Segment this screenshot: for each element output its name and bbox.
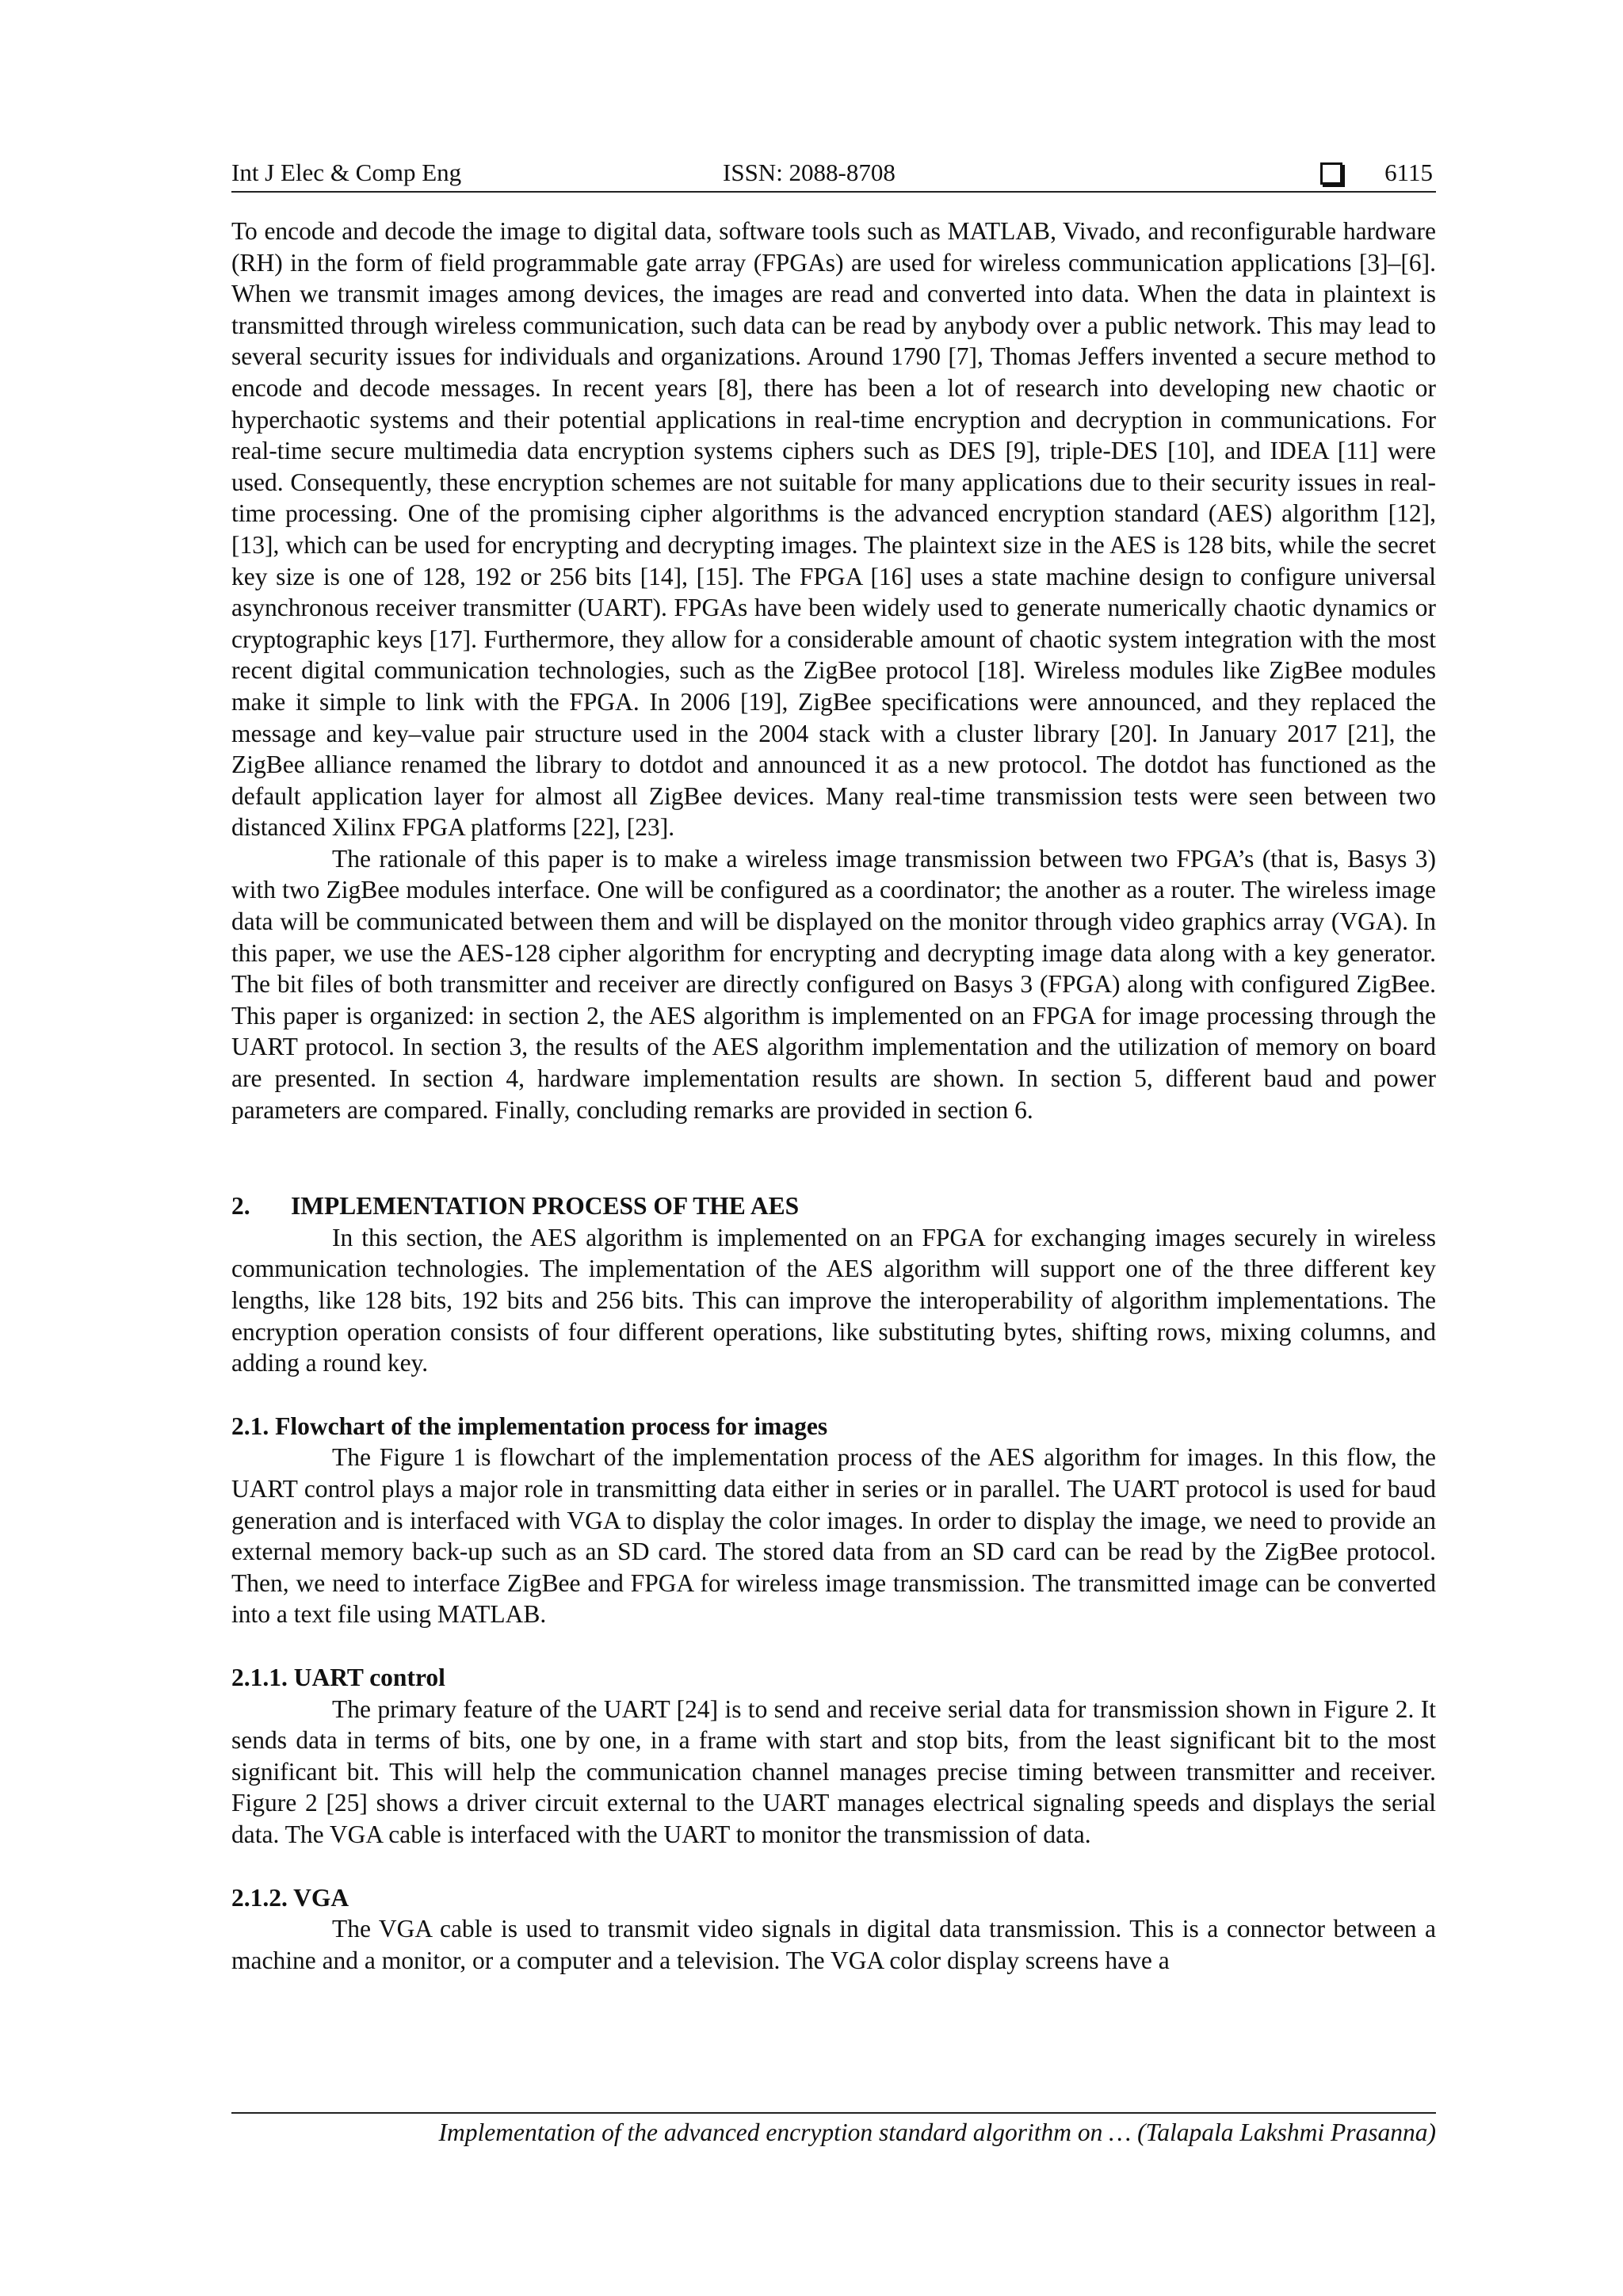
section-title: IMPLEMENTATION PROCESS OF THE AES: [291, 1192, 800, 1221]
paragraph-section-2-1: The Figure 1 is flowchart of the implementation process of the AES algorithm for images. In this flow, the UART control plays a major role in transmitting data either in series or in parallel. The UART protocol is used for baud generation and is interfaced with VGA to display the color images. In order to display the image, we need to provide an external memory back-up such as an SD card. The stored data from an SD card can be read by the ZigBee protocol. Then, we need to interface ZigBee and FPGA for wireless image transmission. The transmitted image can be converted into a text file using MATLAB.: [231, 1443, 1436, 1629]
paragraph-section-2: In this section, the AES algorithm is implemented on an FPGA for exchanging images securely in wireless communication technologies. The implementation of the AES algorithm will support one of the three different key lengths, like 128 bits, 192 bits and 256 bits. This can improve the interoperability of algorithm implementations. The encryption operation consists of four different operations, like substituting bytes, shifting rows, mixing columns, and adding a round key.: [231, 1223, 1436, 1377]
page-number: 6115: [1384, 159, 1433, 186]
paragraph-section-2-1-1: The primary feature of the UART [24] is to send and receive serial data for transmission shown in Figure 2. It sends data in terms of bits, one by one, in a frame with start and stop bits, from the least significant bit to the most significant bit. This will help the communication channel manages precise timing between transmitter and receiver. Figure 2 [25] shows a driver circuit external to the UART manages electrical signaling speeds and displays the serial data. The VGA cable is interfaced with the UART to monitor the transmission of data.: [231, 1694, 1436, 1848]
section-heading-2: [231, 1190, 1436, 1222]
paragraph-section-2-1-2: The VGA cable is used to transmit video signals in digital data transmission. This is a connector between a machine and a monitor, or a computer and a television. The VGA color display screens have a: [231, 1915, 1436, 1974]
paragraph-intro: To encode and decode the image to digital data, software tools such as MATLAB, Vivado, and reconfigurable hardware (RH) in the form of field programmable gate array (FPGAs) are used for wireless communication applications [3]–[6]. When we transmit images among devices, the images are read and converted into data. When the data in plaintext is transmitted through wireless communication, such data can be read by anybody over a public network. This may lead to several security issues for individuals and organizations. Around 1790 [7], Thomas Jeffers invented a secure method to encode and decode messages. In recent years [8], there has been a lot of research into developing new chaotic or hyperchaotic systems and their potential applications in real-time encryption and decryption in communications. For real-time secure multimedia data encryption systems ciphers such as DES [9], triple-DES [10], and IDEA [11] were used. Consequently, these encryption schemes are not suitable for many applications due to their security issues in real-time processing. One of the promising cipher algorithms is the advanced encryption standard (AES) algorithm [12], [13], which can be used for encrypting and decrypting images. The plaintext size in the AES is 128 bits, while the secret key size is one of 128, 192 or 256 bits [14], [15]. The FPGA [16] uses a state machine design to configure universal asynchronous receiver transmitter (UART). FPGAs have been widely used to generate numerically chaotic dynamics or cryptographic keys [17]. Furthermore, they allow for a considerable amount of chaotic system integration with the most recent digital communication technologies, such as the ZigBee protocol [18]. Wireless modules like ZigBee modules make it simple to link with the FPGA. In 2006 [19], ZigBee specifications were announced, and they replaced the message and key–value pair structure used in the 2004 stack with a cluster library [20]. In January 2017 [21], the ZigBee alliance renamed the library to dotdot and announced it as a new protocol. The dotdot has functioned as the default application layer for almost all ZigBee devices. Many real-time transmission tests were seen between two distanced Xilinx FPGA platforms [22], [23].: [231, 217, 1436, 842]
section-number: 2.: [231, 1192, 250, 1221]
page-footer: Implementation of the advanced encryption standard algorithm on … (Talapala Lakshmi Prasanna): [231, 2112, 1436, 2149]
paragraph-rationale: The rationale of this paper is to make a wireless image transmission between two FPGA’s (that is, Basys 3) with two ZigBee modules interface. One will be configured as a coordinator; the another as a router. The wireless image data will be communicated between them and will be displayed on the monitor through video graphics array (VGA). In this paper, we use the AES-128 cipher algorithm for encrypting and decrypting image data along with a key generator. The bit files of both transmitter and receiver are directly configured on Basys 3 (FPGA) along with configured ZigBee. This paper is organized: in section 2, the AES algorithm is implemented on an FPGA for image processing through the UART protocol. In section 3, the results of the AES algorithm implementation and the utilization of memory on board are presented. In section 4, hardware implementation results are shown. In section 5, different baud and power parameters are compared. Finally, concluding remarks are provided in section 6.: [231, 844, 1436, 1124]
page-body: [231, 216, 1436, 1976]
square-bullet-icon: [1320, 162, 1342, 185]
subsection-heading-2-1-2: 2.1.2. VGA: [231, 1883, 349, 1912]
subsection-heading-2-1-1: 2.1.1. UART control: [231, 1663, 445, 1691]
issn: ISSN: 2088-8708: [723, 159, 896, 186]
page-header: [231, 155, 1436, 193]
journal-name: Int J Elec & Comp Eng: [231, 159, 462, 186]
subsection-heading-2-1: 2.1. Flowchart of the implementation process for images: [231, 1412, 828, 1440]
